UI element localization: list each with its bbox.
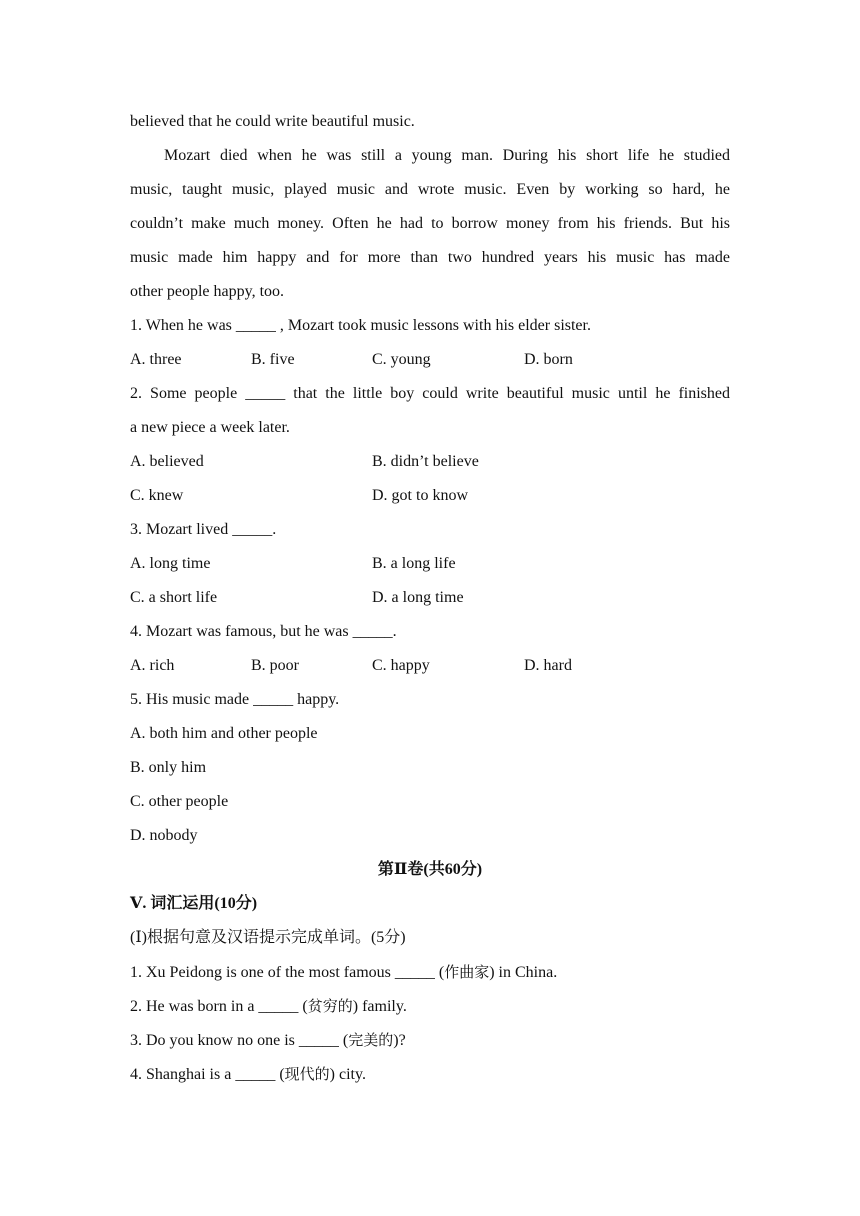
option-a: A. long time <box>130 555 211 572</box>
passage-line: believed that he could write beautiful music. <box>130 113 415 130</box>
option-c: C. other people <box>130 793 229 810</box>
option-b: B. a long life <box>372 555 456 572</box>
vocab-item <box>130 1023 730 1057</box>
vocab-item-text: ) city. <box>329 1066 366 1083</box>
vocab-item-text: 4. Shanghai is a _____ ( <box>130 1066 285 1083</box>
question-stem: 4. Mozart was famous, but he was _____. <box>130 623 397 640</box>
passage-line: music made him happy and for more than two hundred years his music has made <box>130 249 730 266</box>
chinese-hint: 作曲家 <box>444 963 490 981</box>
vocab-item-text: ) in China. <box>489 964 558 981</box>
option-c: C. happy <box>372 657 430 674</box>
vocab-item-text: 2. He was born in a _____ ( <box>130 998 308 1015</box>
question-stem: a new piece a week later. <box>130 419 290 436</box>
option-b: B. didn’t believe <box>372 453 479 470</box>
chinese-hint: 现代的 <box>284 1065 330 1083</box>
option-row <box>130 479 730 513</box>
option-d: D. hard <box>524 657 572 674</box>
sub-heading: (Ⅰ)根据句意及汉语提示完成单词。(5分) <box>130 929 406 946</box>
option-b: B. poor <box>251 657 299 674</box>
option-d: D. nobody <box>130 827 198 844</box>
page-content <box>130 105 730 1091</box>
passage-line: other people happy, too. <box>130 283 285 300</box>
vocab-item <box>130 1057 730 1091</box>
question-stem: 1. When he was _____ , Mozart took music lessons with his elder sister. <box>130 317 591 334</box>
section-title: 第Ⅱ卷(共60分) <box>377 861 483 878</box>
vocab-item-text: 1. Xu Peidong is one of the most famous _____ ( <box>130 964 445 981</box>
option-a: A. believed <box>130 453 204 470</box>
option-b: B. five <box>251 351 295 368</box>
vocab-item <box>130 955 730 989</box>
passage-line: couldn’t make much money. Often he had to borrow money from his friends. But his <box>130 215 730 232</box>
passage-line: Mozart died when he was still a young man. During his short life he studied <box>164 147 730 164</box>
part-heading: Ⅴ. 词汇运用(10分) <box>130 895 258 912</box>
option-c: C. young <box>372 351 431 368</box>
chinese-hint: 贫穷的 <box>307 997 353 1015</box>
option-a: A. rich <box>130 657 175 674</box>
option-row <box>130 581 730 615</box>
option-a: A. three <box>130 351 182 368</box>
option-d: D. got to know <box>372 487 468 504</box>
option-row <box>130 343 730 377</box>
vocab-item-text: ) family. <box>352 998 407 1015</box>
vocab-item-text: )? <box>393 1032 406 1049</box>
option-row <box>130 445 730 479</box>
option-c: C. knew <box>130 487 184 504</box>
question-stem: 2. Some people _____ that the little boy could write beautiful music until he finished <box>130 385 730 402</box>
option-row <box>130 649 730 683</box>
option-d: D. born <box>524 351 573 368</box>
vocab-item <box>130 989 730 1023</box>
question-stem: 3. Mozart lived _____. <box>130 521 277 538</box>
option-d: D. a long time <box>372 589 464 606</box>
question-stem: 5. His music made _____ happy. <box>130 691 340 708</box>
option-b: B. only him <box>130 759 207 776</box>
vocab-item-text: 3. Do you know no one is _____ ( <box>130 1032 349 1049</box>
option-row <box>130 547 730 581</box>
passage-line: music, taught music, played music and wrote music. Even by working so hard, he <box>130 181 730 198</box>
option-a: A. both him and other people <box>130 725 318 742</box>
option-c: C. a short life <box>130 589 218 606</box>
chinese-hint: 完美的 <box>348 1031 394 1049</box>
